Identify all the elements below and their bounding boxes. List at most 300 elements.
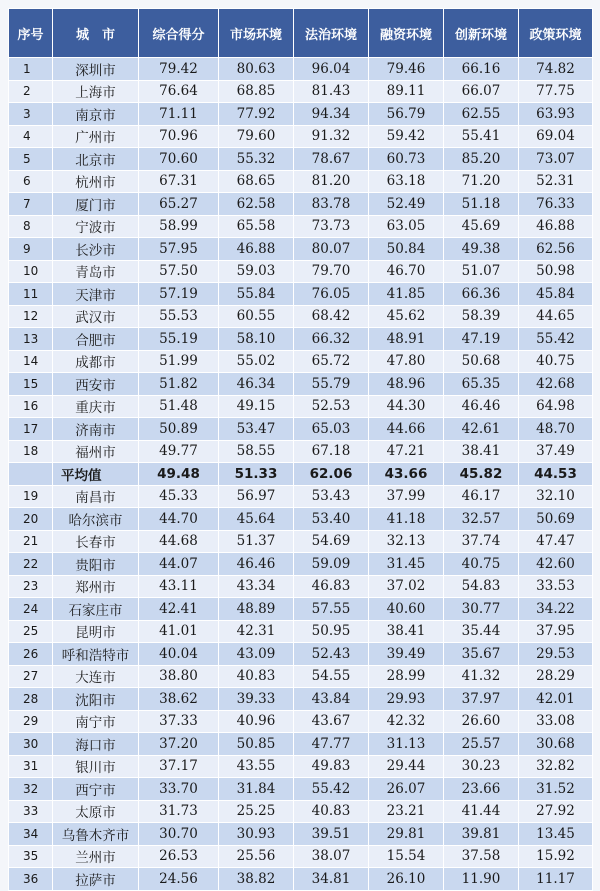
financing-env-cell: 44.66 — [369, 418, 444, 441]
overall-score-cell: 71.11 — [139, 103, 219, 126]
legal-env-cell: 40.83 — [294, 800, 369, 823]
market-env-cell: 30.93 — [219, 823, 294, 846]
policy-env-cell: 32.82 — [519, 755, 593, 778]
overall-score-cell: 49.48 — [139, 463, 219, 486]
overall-score-cell: 37.20 — [139, 733, 219, 756]
legal-env-cell: 54.69 — [294, 530, 369, 553]
innovation-env-cell: 37.97 — [444, 688, 519, 711]
table-row — [9, 80, 593, 103]
financing-env-cell: 32.13 — [369, 530, 444, 553]
innovation-env-cell: 30.23 — [444, 755, 519, 778]
overall-score-cell: 43.11 — [139, 575, 219, 598]
financing-env-cell: 48.91 — [369, 328, 444, 351]
city-cell: 广州市 — [53, 125, 139, 148]
legal-env-cell: 79.70 — [294, 260, 369, 283]
header-policy-env: 政策环境 — [519, 9, 593, 58]
overall-score-cell: 76.64 — [139, 80, 219, 103]
innovation-env-cell: 66.07 — [444, 80, 519, 103]
rank-cell: 3 — [9, 103, 53, 126]
legal-env-cell: 55.79 — [294, 373, 369, 396]
overall-score-cell: 40.04 — [139, 643, 219, 666]
rank-cell: 14 — [9, 350, 53, 373]
city-cell: 大连市 — [53, 665, 139, 688]
overall-score-cell: 57.19 — [139, 283, 219, 306]
table-row — [9, 238, 593, 261]
innovation-env-cell: 66.36 — [444, 283, 519, 306]
rank-cell: 8 — [9, 215, 53, 238]
market-env-cell: 56.97 — [219, 485, 294, 508]
table-row — [9, 845, 593, 868]
innovation-env-cell: 49.38 — [444, 238, 519, 261]
city-cell: 成都市 — [53, 350, 139, 373]
innovation-env-cell: 32.57 — [444, 508, 519, 531]
table-row — [9, 823, 593, 846]
city-cell: 沈阳市 — [53, 688, 139, 711]
city-cell: 北京市 — [53, 148, 139, 171]
policy-env-cell: 40.75 — [519, 350, 593, 373]
table-row — [9, 530, 593, 553]
policy-env-cell: 76.33 — [519, 193, 593, 216]
financing-env-cell: 26.07 — [369, 778, 444, 801]
innovation-env-cell: 45.82 — [444, 463, 519, 486]
market-env-cell: 60.55 — [219, 305, 294, 328]
innovation-env-cell: 35.67 — [444, 643, 519, 666]
innovation-env-cell: 65.35 — [444, 373, 519, 396]
legal-env-cell: 83.78 — [294, 193, 369, 216]
market-env-cell: 31.84 — [219, 778, 294, 801]
table-row — [9, 103, 593, 126]
table-row — [9, 508, 593, 531]
market-env-cell: 58.10 — [219, 328, 294, 351]
financing-env-cell: 52.49 — [369, 193, 444, 216]
overall-score-cell: 41.01 — [139, 620, 219, 643]
city-cell: 杭州市 — [53, 170, 139, 193]
overall-score-cell: 70.96 — [139, 125, 219, 148]
city-cell: 深圳市 — [53, 58, 139, 81]
table-row — [9, 620, 593, 643]
overall-score-cell: 49.77 — [139, 440, 219, 463]
market-env-cell: 38.82 — [219, 868, 294, 891]
market-env-cell: 51.33 — [219, 463, 294, 486]
city-cell: 武汉市 — [53, 305, 139, 328]
market-env-cell: 40.83 — [219, 665, 294, 688]
legal-env-cell: 68.42 — [294, 305, 369, 328]
policy-env-cell: 28.29 — [519, 665, 593, 688]
policy-env-cell: 44.65 — [519, 305, 593, 328]
financing-env-cell: 44.30 — [369, 395, 444, 418]
financing-env-cell: 46.70 — [369, 260, 444, 283]
table-row — [9, 373, 593, 396]
financing-env-cell: 37.99 — [369, 485, 444, 508]
legal-env-cell: 65.03 — [294, 418, 369, 441]
financing-env-cell: 15.54 — [369, 845, 444, 868]
policy-env-cell: 50.98 — [519, 260, 593, 283]
table-row — [9, 553, 593, 576]
legal-env-cell: 54.55 — [294, 665, 369, 688]
legal-env-cell: 53.43 — [294, 485, 369, 508]
city-cell: 宁波市 — [53, 215, 139, 238]
market-env-cell: 79.60 — [219, 125, 294, 148]
market-env-cell: 68.85 — [219, 80, 294, 103]
legal-env-cell: 52.43 — [294, 643, 369, 666]
rank-cell: 11 — [9, 283, 53, 306]
innovation-env-cell: 51.07 — [444, 260, 519, 283]
market-env-cell: 46.88 — [219, 238, 294, 261]
innovation-env-cell: 42.61 — [444, 418, 519, 441]
city-cell: 银川市 — [53, 755, 139, 778]
rank-cell: 31 — [9, 755, 53, 778]
financing-env-cell: 50.84 — [369, 238, 444, 261]
table-row — [9, 665, 593, 688]
city-cell: 海口市 — [53, 733, 139, 756]
score-table-container — [8, 8, 592, 891]
financing-env-cell: 41.18 — [369, 508, 444, 531]
financing-env-cell: 29.44 — [369, 755, 444, 778]
header-financing-env: 融资环境 — [369, 9, 444, 58]
innovation-env-cell: 41.44 — [444, 800, 519, 823]
table-row — [9, 800, 593, 823]
legal-env-cell: 78.67 — [294, 148, 369, 171]
policy-env-cell: 34.22 — [519, 598, 593, 621]
legal-env-cell: 49.83 — [294, 755, 369, 778]
policy-env-cell: 32.10 — [519, 485, 593, 508]
innovation-env-cell: 45.69 — [444, 215, 519, 238]
city-cell: 天津市 — [53, 283, 139, 306]
city-cell: 重庆市 — [53, 395, 139, 418]
policy-env-cell: 42.60 — [519, 553, 593, 576]
header-rank: 序号 — [9, 9, 53, 58]
rank-cell: 26 — [9, 643, 53, 666]
policy-env-cell: 52.31 — [519, 170, 593, 193]
legal-env-cell: 53.40 — [294, 508, 369, 531]
legal-env-cell: 73.73 — [294, 215, 369, 238]
legal-env-cell: 76.05 — [294, 283, 369, 306]
rank-cell: 16 — [9, 395, 53, 418]
overall-score-cell: 38.62 — [139, 688, 219, 711]
market-env-cell: 48.89 — [219, 598, 294, 621]
rank-cell: 21 — [9, 530, 53, 553]
overall-score-cell: 79.42 — [139, 58, 219, 81]
rank-cell: 30 — [9, 733, 53, 756]
legal-env-cell: 65.72 — [294, 350, 369, 373]
policy-env-cell: 42.68 — [519, 373, 593, 396]
overall-score-cell: 67.31 — [139, 170, 219, 193]
table-row — [9, 395, 593, 418]
innovation-env-cell: 40.75 — [444, 553, 519, 576]
legal-env-cell: 57.55 — [294, 598, 369, 621]
legal-env-cell: 38.07 — [294, 845, 369, 868]
city-cell: 济南市 — [53, 418, 139, 441]
policy-env-cell: 73.07 — [519, 148, 593, 171]
policy-env-cell: 11.17 — [519, 868, 593, 891]
innovation-env-cell: 23.66 — [444, 778, 519, 801]
overall-score-cell: 51.82 — [139, 373, 219, 396]
city-cell: 福州市 — [53, 440, 139, 463]
table-row — [9, 305, 593, 328]
table-row — [9, 643, 593, 666]
overall-score-cell: 37.33 — [139, 710, 219, 733]
rank-cell: 36 — [9, 868, 53, 891]
financing-env-cell: 43.66 — [369, 463, 444, 486]
innovation-env-cell: 26.60 — [444, 710, 519, 733]
innovation-env-cell: 58.39 — [444, 305, 519, 328]
policy-env-cell: 37.49 — [519, 440, 593, 463]
legal-env-cell: 94.34 — [294, 103, 369, 126]
overall-score-cell: 58.99 — [139, 215, 219, 238]
financing-env-cell: 37.02 — [369, 575, 444, 598]
table-row — [9, 733, 593, 756]
overall-score-cell: 70.60 — [139, 148, 219, 171]
policy-env-cell: 33.53 — [519, 575, 593, 598]
rank-cell: 33 — [9, 800, 53, 823]
market-env-cell: 68.65 — [219, 170, 294, 193]
financing-env-cell: 42.32 — [369, 710, 444, 733]
city-business-environment-table — [8, 8, 593, 891]
rank-cell: 35 — [9, 845, 53, 868]
city-cell: 长沙市 — [53, 238, 139, 261]
financing-env-cell: 79.46 — [369, 58, 444, 81]
market-env-cell: 55.32 — [219, 148, 294, 171]
financing-env-cell: 31.13 — [369, 733, 444, 756]
innovation-env-cell: 38.41 — [444, 440, 519, 463]
rank-cell: 24 — [9, 598, 53, 621]
table-body — [9, 58, 593, 891]
header-innovation-env: 创新环境 — [444, 9, 519, 58]
city-cell: 拉萨市 — [53, 868, 139, 891]
rank-cell: 10 — [9, 260, 53, 283]
overall-score-cell: 57.50 — [139, 260, 219, 283]
overall-score-cell: 26.53 — [139, 845, 219, 868]
financing-env-cell: 26.10 — [369, 868, 444, 891]
legal-env-cell: 46.83 — [294, 575, 369, 598]
table-row — [9, 260, 593, 283]
legal-env-cell: 43.67 — [294, 710, 369, 733]
market-env-cell: 53.47 — [219, 418, 294, 441]
market-env-cell: 42.31 — [219, 620, 294, 643]
innovation-env-cell: 54.83 — [444, 575, 519, 598]
financing-env-cell: 23.21 — [369, 800, 444, 823]
financing-env-cell: 59.42 — [369, 125, 444, 148]
table-row — [9, 440, 593, 463]
policy-env-cell: 27.92 — [519, 800, 593, 823]
legal-env-cell: 39.51 — [294, 823, 369, 846]
policy-env-cell: 29.53 — [519, 643, 593, 666]
financing-env-cell: 45.62 — [369, 305, 444, 328]
legal-env-cell: 47.77 — [294, 733, 369, 756]
legal-env-cell: 91.32 — [294, 125, 369, 148]
financing-env-cell: 29.93 — [369, 688, 444, 711]
rank-cell: 17 — [9, 418, 53, 441]
policy-env-cell: 63.93 — [519, 103, 593, 126]
header-overall-score: 综合得分 — [139, 9, 219, 58]
rank-cell: 29 — [9, 710, 53, 733]
innovation-env-cell: 35.44 — [444, 620, 519, 643]
overall-score-cell: 42.41 — [139, 598, 219, 621]
market-env-cell: 55.84 — [219, 283, 294, 306]
rank-cell: 32 — [9, 778, 53, 801]
market-env-cell: 80.63 — [219, 58, 294, 81]
market-env-cell: 55.02 — [219, 350, 294, 373]
market-env-cell: 25.56 — [219, 845, 294, 868]
rank-cell: 22 — [9, 553, 53, 576]
table-row — [9, 215, 593, 238]
market-env-cell: 65.58 — [219, 215, 294, 238]
header-row — [9, 9, 593, 58]
table-row — [9, 710, 593, 733]
policy-env-cell: 31.52 — [519, 778, 593, 801]
average-row — [9, 463, 593, 486]
table-row — [9, 125, 593, 148]
financing-env-cell: 56.79 — [369, 103, 444, 126]
innovation-env-cell: 46.17 — [444, 485, 519, 508]
legal-env-cell: 34.81 — [294, 868, 369, 891]
policy-env-cell: 55.42 — [519, 328, 593, 351]
overall-score-cell: 51.48 — [139, 395, 219, 418]
rank-cell: 9 — [9, 238, 53, 261]
rank-cell — [9, 463, 53, 486]
legal-env-cell: 52.53 — [294, 395, 369, 418]
overall-score-cell: 65.27 — [139, 193, 219, 216]
city-cell: 昆明市 — [53, 620, 139, 643]
overall-score-cell: 44.70 — [139, 508, 219, 531]
market-env-cell: 62.58 — [219, 193, 294, 216]
city-cell: 合肥市 — [53, 328, 139, 351]
innovation-env-cell: 71.20 — [444, 170, 519, 193]
policy-env-cell: 46.88 — [519, 215, 593, 238]
table-row — [9, 868, 593, 891]
market-env-cell: 58.55 — [219, 440, 294, 463]
overall-score-cell: 30.70 — [139, 823, 219, 846]
city-cell: 上海市 — [53, 80, 139, 103]
market-env-cell: 50.85 — [219, 733, 294, 756]
rank-cell: 27 — [9, 665, 53, 688]
rank-cell: 18 — [9, 440, 53, 463]
innovation-env-cell: 37.58 — [444, 845, 519, 868]
market-env-cell: 40.96 — [219, 710, 294, 733]
market-env-cell: 39.33 — [219, 688, 294, 711]
city-cell: 南京市 — [53, 103, 139, 126]
innovation-env-cell: 47.19 — [444, 328, 519, 351]
overall-score-cell: 37.17 — [139, 755, 219, 778]
innovation-env-cell: 46.46 — [444, 395, 519, 418]
rank-cell: 13 — [9, 328, 53, 351]
rank-cell: 12 — [9, 305, 53, 328]
innovation-env-cell: 37.74 — [444, 530, 519, 553]
rank-cell: 6 — [9, 170, 53, 193]
city-cell: 贵阳市 — [53, 553, 139, 576]
financing-env-cell: 41.85 — [369, 283, 444, 306]
overall-score-cell: 55.19 — [139, 328, 219, 351]
policy-env-cell: 13.45 — [519, 823, 593, 846]
market-env-cell: 46.34 — [219, 373, 294, 396]
legal-env-cell: 59.09 — [294, 553, 369, 576]
city-cell: 太原市 — [53, 800, 139, 823]
table-row — [9, 778, 593, 801]
financing-env-cell: 63.05 — [369, 215, 444, 238]
market-env-cell: 45.64 — [219, 508, 294, 531]
city-cell: 郑州市 — [53, 575, 139, 598]
market-env-cell: 43.55 — [219, 755, 294, 778]
innovation-env-cell: 51.18 — [444, 193, 519, 216]
market-env-cell: 49.15 — [219, 395, 294, 418]
table-row — [9, 328, 593, 351]
innovation-env-cell: 50.68 — [444, 350, 519, 373]
policy-env-cell: 45.84 — [519, 283, 593, 306]
table-row — [9, 350, 593, 373]
table-row — [9, 485, 593, 508]
city-cell: 青岛市 — [53, 260, 139, 283]
city-cell: 石家庄市 — [53, 598, 139, 621]
rank-cell: 19 — [9, 485, 53, 508]
rank-cell: 25 — [9, 620, 53, 643]
policy-env-cell: 69.04 — [519, 125, 593, 148]
rank-cell: 28 — [9, 688, 53, 711]
financing-env-cell: 60.73 — [369, 148, 444, 171]
market-env-cell: 51.37 — [219, 530, 294, 553]
financing-env-cell: 47.21 — [369, 440, 444, 463]
city-cell: 哈尔滨市 — [53, 508, 139, 531]
table-row — [9, 58, 593, 81]
policy-env-cell: 62.56 — [519, 238, 593, 261]
innovation-env-cell: 39.81 — [444, 823, 519, 846]
policy-env-cell: 15.92 — [519, 845, 593, 868]
city-cell: 平均值 — [53, 463, 139, 486]
policy-env-cell: 48.70 — [519, 418, 593, 441]
overall-score-cell: 51.99 — [139, 350, 219, 373]
policy-env-cell: 42.01 — [519, 688, 593, 711]
table-row — [9, 575, 593, 598]
market-env-cell: 77.92 — [219, 103, 294, 126]
legal-env-cell: 80.07 — [294, 238, 369, 261]
policy-env-cell: 33.08 — [519, 710, 593, 733]
financing-env-cell: 31.45 — [369, 553, 444, 576]
market-env-cell: 46.46 — [219, 553, 294, 576]
policy-env-cell: 44.53 — [519, 463, 593, 486]
innovation-env-cell: 30.77 — [444, 598, 519, 621]
rank-cell: 1 — [9, 58, 53, 81]
rank-cell: 20 — [9, 508, 53, 531]
table-row — [9, 148, 593, 171]
financing-env-cell: 39.49 — [369, 643, 444, 666]
legal-env-cell: 50.95 — [294, 620, 369, 643]
city-cell: 乌鲁木齐市 — [53, 823, 139, 846]
market-env-cell: 59.03 — [219, 260, 294, 283]
header-legal-env: 法治环境 — [294, 9, 369, 58]
policy-env-cell: 64.98 — [519, 395, 593, 418]
overall-score-cell: 57.95 — [139, 238, 219, 261]
rank-cell: 15 — [9, 373, 53, 396]
legal-env-cell: 43.84 — [294, 688, 369, 711]
city-cell: 呼和浩特市 — [53, 643, 139, 666]
legal-env-cell: 55.42 — [294, 778, 369, 801]
legal-env-cell: 66.32 — [294, 328, 369, 351]
rank-cell: 34 — [9, 823, 53, 846]
overall-score-cell: 44.07 — [139, 553, 219, 576]
market-env-cell: 43.34 — [219, 575, 294, 598]
financing-env-cell: 48.96 — [369, 373, 444, 396]
financing-env-cell: 47.80 — [369, 350, 444, 373]
innovation-env-cell: 25.57 — [444, 733, 519, 756]
policy-env-cell: 50.69 — [519, 508, 593, 531]
legal-env-cell: 96.04 — [294, 58, 369, 81]
table-row — [9, 193, 593, 216]
innovation-env-cell: 41.32 — [444, 665, 519, 688]
city-cell: 厦门市 — [53, 193, 139, 216]
overall-score-cell: 38.80 — [139, 665, 219, 688]
rank-cell: 7 — [9, 193, 53, 216]
policy-env-cell: 74.82 — [519, 58, 593, 81]
rank-cell: 4 — [9, 125, 53, 148]
